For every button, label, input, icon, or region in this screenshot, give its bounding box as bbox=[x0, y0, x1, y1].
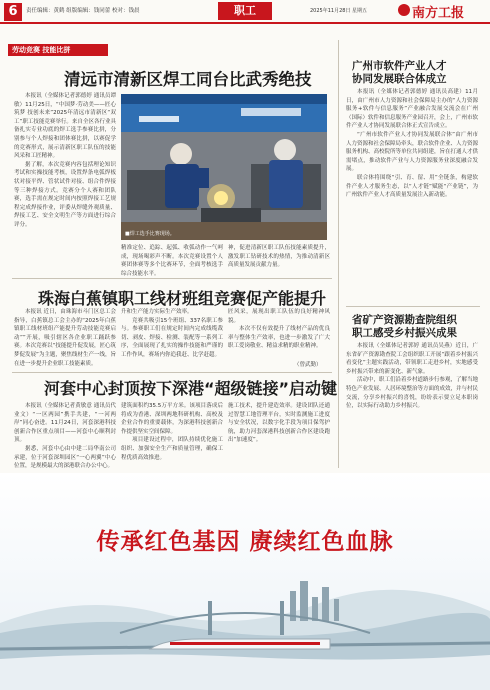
article2-col3 bbox=[228, 308, 330, 360]
article3-col2-para1: 建筑面积约35.5万平方米。该项目落成后将成为香港、深圳两地科研机构、高校及企业合作的重要载体，为深港科技创新合作提供坚实空间保障。 bbox=[121, 403, 223, 435]
editor-credits: 责任编辑：黄鹤 组版编辑：钱同蕾 校对：钱晨 bbox=[26, 8, 140, 14]
article2-headline: 珠海白蕉镇职工线材班组竞赛促产能提升 bbox=[38, 289, 327, 308]
section-label: 职工 bbox=[218, 2, 272, 20]
article3-headline: 河套中心封顶按下深港“超级链接”启动键 bbox=[44, 379, 338, 398]
right-article2-body bbox=[346, 342, 478, 466]
article2-col2-para2: 竞赛共吸引15个班组、337名职工参与。参赛职工们在规定时间内完成线缆裁切、剥皮、焊接、检测、装配等一系列工序，全面展现了扎实的操作技能和严谨的工作作风，赛场内你追我赶、比学赶超。 bbox=[121, 317, 223, 358]
newspaper-logo: 南方工报 bbox=[412, 6, 465, 21]
article3-col3 bbox=[228, 402, 330, 466]
article3-col2-para2: 项目建设过程中，团队持续优化施工组织、加强安全生产和质量管理，确保工程优质高效推进。 bbox=[121, 437, 223, 461]
right-headline1-line1: 广州市软件产业人才 bbox=[352, 60, 447, 72]
article3-col1 bbox=[14, 402, 116, 470]
article2-col2-para1: 升和生产能力实际生产效率。 bbox=[121, 309, 193, 315]
article1-col1-para2: 据了解，本次竞赛内容包括理论知识考试和实操技能考核，设置焊条电弧焊板状对接平焊、管状试件对接、组合件焊接等三种焊接方式。竞赛分个人赛和团队赛，选手需在规定时间内按照焊接工艺规程完成焊接作业，评委从焊缝外观质量、焊接工艺、安全文明生产等方面进行综合评分。 bbox=[14, 161, 116, 228]
article3-col1-para1: 本报讯（全媒体记者黄敏意 通讯员代业文）“一区两园”携手共建，“一河两岸”同心奋进。11月24日，河套深港科技创新合作区重点项目——河套中心顺利封顶。 bbox=[14, 403, 116, 444]
divider bbox=[12, 278, 332, 279]
page-number: 6 bbox=[4, 3, 22, 21]
article2-col3-para2: 本次不仅有效提升了线材产品的优良率与整体生产效率，也进一步激发了广大职工爱岗敬业、精益求精的职业精神。 bbox=[228, 326, 330, 350]
right-article1-para3: 联合体将围绕“引、育、留、用”全链条，构建软件产业人才服务生态，以“人才链”赋能“产业链”，为广州软件产业人才高质量发展注入新动能。 bbox=[346, 174, 478, 199]
article2-col2 bbox=[121, 308, 223, 368]
right-headline2-line1: 省矿产资源勘查院组织 bbox=[352, 314, 457, 326]
column-tag: 劳动竞赛 技能比拼 bbox=[8, 44, 108, 56]
right-headline1-line2: 协同发展联合体成立 bbox=[352, 73, 447, 85]
banner-title: 传承红色基因 赓续红色血脉 bbox=[96, 528, 394, 555]
right-article2-para2: 活动中，职工们沿着乡村道路步行参观，了解当地特色产业发展、人居环境整治等方面的成效，并与村民交流，分享乡村振兴的喜悦，纷纷表示要立足本职岗位，以实际行动助力乡村振兴。 bbox=[346, 377, 479, 410]
right-headline2-line2: 职工感受乡村振兴成果 bbox=[352, 327, 457, 339]
right-article2-para1: 本报讯（全媒体记者郭婷 通讯员吴燕）近日，广东省矿产资源勘查院工会组织职工开展“跟着乡村振兴看变化”主题实践活动，带领职工走进乡村，实地感受乡村振兴带来的新变化、新气象。 bbox=[346, 343, 478, 375]
divider bbox=[12, 372, 332, 373]
right-article1-para1: 本报讯（全媒体记者郭德婷 通讯员高建）11月日，由广州市人力资源和社会保障局主办的“人力资源服务+软件与信息服务”产业融合发展交流会在广州（国际）软件和信息服务产业园召开，会上，广州市软件产业人才协同发展联合体正式宣告成立。 bbox=[346, 89, 479, 130]
divider bbox=[346, 306, 480, 307]
article2-col3-para1: 匠风采，展现出职工队伍的良好精神风貌。 bbox=[228, 309, 330, 324]
article1-col3 bbox=[228, 244, 330, 270]
right-article1-body bbox=[346, 88, 478, 296]
logo-emblem-icon bbox=[398, 4, 410, 16]
article1-headline: 清远市清新区焊工同台比武秀绝技 bbox=[64, 70, 312, 89]
column-divider bbox=[338, 40, 339, 468]
issue-date: 2025年11月28日 星期五 bbox=[310, 8, 368, 14]
article1-col1-para1: 本报讯（全媒体记者郭德婷 通讯员谭敏）11月25日，“中国梦·劳动美——匠心筑梦 技创未来”2025年清远市清新区“双工”职工技能竞赛举行。来自全区各行业具备扎实专业功底的焊工选手参赛比拼，分别参与个人焊接和团体赛比拼，以赛促学的竞赛形式，展示清新区职工队伍的技能风采和工匠精神。 bbox=[14, 93, 116, 160]
article2-col1 bbox=[14, 308, 116, 368]
photo-caption: ■焊工选手比赛现场。 bbox=[125, 231, 175, 237]
article3-col2 bbox=[121, 402, 223, 466]
header-rule bbox=[0, 22, 490, 24]
propaganda-banner bbox=[0, 473, 490, 690]
article2-byline: （曾武勤） bbox=[294, 362, 322, 368]
article3-col3-para1: 施工技术，提升建造效率。建设团队还通过智慧工地管理平台，实时监测施工进度与安全状况，以数字化手段为项目保驾护航，助力河套深港科技创新合作区建设跑出“加速度”。 bbox=[228, 403, 330, 444]
article1-col1 bbox=[14, 92, 116, 244]
welding-photo bbox=[121, 94, 327, 240]
right-article1-para2: “广州市软件产业人才协同发展联合体”由广州市人力资源和社会保障局牵头，联合软件企业、人力资源服务机构、高校院所等单位共同组建，旨在打通人才供需堵点，推动软件产业与人力资源服务业深度融合发展。 bbox=[346, 131, 479, 173]
article2-col1-para1: 本报讯 近日，由珠海市斗门区总工会指导，白蕉镇总工会主办的“2025年白蕉镇职工线材班组产能提升劳动技能竞赛启动””开展，吸引辖区各企业职工踊跃参赛。本次竞赛以“技能提升促发展，匠心筑梦促发展”为主题，聚焦线材生产一线，旨在进一步提升企业职工技能素质。 bbox=[14, 309, 116, 367]
article3-col1-para2: 据悉，河套中心由中建二局华南公司承建，位于河套深圳园区“一心两翼”中心位置，是规模最大的深港联合办公中心。 bbox=[14, 445, 116, 470]
article1-col3-text: 神，促进清新区职工队伍技能素质提升，激发职工钻研技术的热情，为推动清新区高质量发展贡献力量。 bbox=[228, 245, 330, 269]
article1-col2-text: 精准定位、追踪、起弧、收弧动作一气呵成，现场喝彩声不断。本次竞赛设置个人赛团体赛等多个比赛环节，全面考核选手综合技能水平。 bbox=[121, 245, 223, 277]
article1-col2 bbox=[121, 244, 223, 277]
